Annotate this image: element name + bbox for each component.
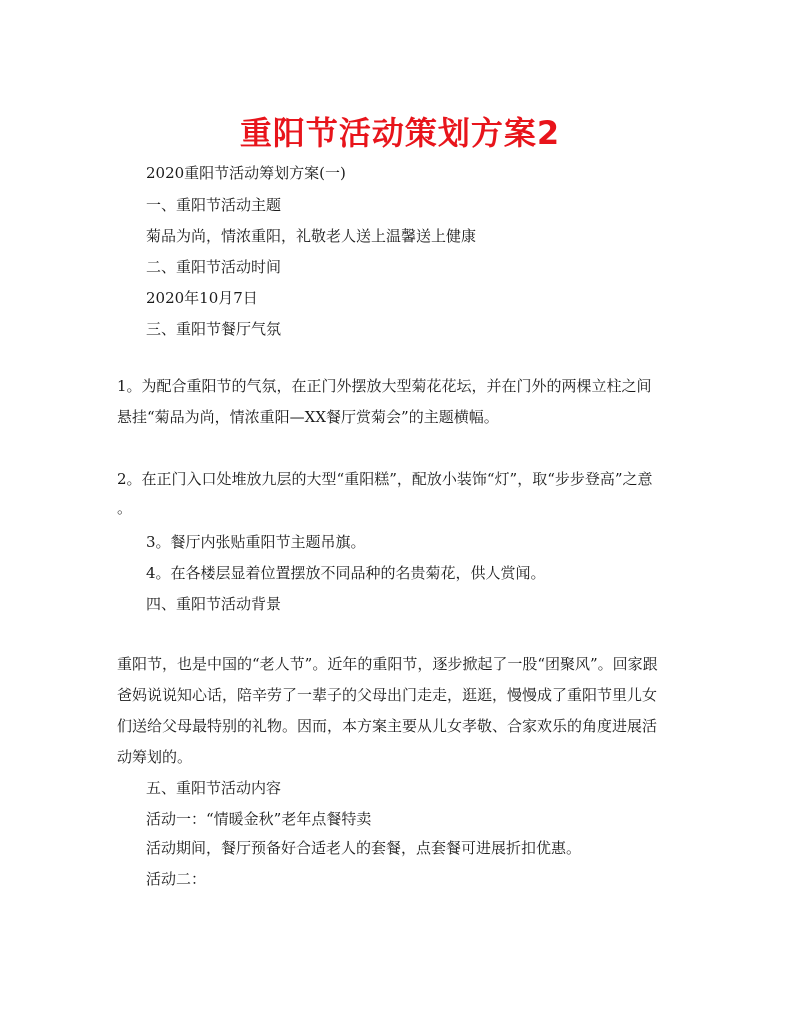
atmosphere-item-3: 3。餐厅内张贴重阳节主题吊旗。 (146, 533, 366, 551)
document-title: 重阳节活动策划方案2 (239, 114, 561, 152)
activity-1-text: 活动期间，餐厅预备好合适老人的套餐，点套餐可进展折扣优惠。 (146, 839, 582, 857)
background-line-1: 重阳节，也是中国的“老人节”。近年的重阳节，逐步掀起了一股“团聚风”。回家跟 (117, 655, 658, 673)
document-subtitle: 2020重阳节活动筹划方案(一) (146, 164, 346, 182)
atmosphere-item-1-line-1: 1。为配合重阳节的气氛，在正门外摆放大型菊花花坛，并在门外的两棵立柱之间 (117, 377, 652, 395)
atmosphere-item-1-line-2: 悬挂“菊品为尚，情浓重阳—XX餐厅赏菊会”的主题横幅。 (117, 408, 499, 426)
section-heading-content: 五、重阳节活动内容 (146, 779, 282, 797)
activity-2-title: 活动二： (146, 870, 207, 888)
atmosphere-item-2-line-1: 2。在正门入口处堆放九层的大型“重阳糕”，配放小装饰“灯”，取“步步登高”之意 (117, 470, 653, 488)
background-line-2: 爸妈说说知心话，陪辛劳了一辈子的父母出门走走，逛逛，慢慢成了重阳节里儿女 (117, 686, 658, 704)
activity-1-title: 活动一：“情暖金秋”老年点餐特卖 (146, 810, 372, 828)
background-line-3: 们送给父母最特别的礼物。因而，本方案主要从儿女孝敬、合家欢乐的角度进展活 (117, 717, 658, 735)
section-heading-theme: 一、重阳节活动主题 (146, 196, 282, 214)
theme-text: 菊品为尚，情浓重阳，礼敬老人送上温馨送上健康 (146, 227, 477, 245)
time-text: 2020年10月7日 (146, 289, 258, 307)
section-heading-background: 四、重阳节活动背景 (146, 595, 282, 613)
atmosphere-item-4: 4。在各楼层显着位置摆放不同品种的名贵菊花，供人赏闻。 (146, 564, 546, 582)
section-heading-atmosphere: 三、重阳节餐厅气氛 (146, 320, 282, 338)
section-heading-time: 二、重阳节活动时间 (146, 258, 282, 276)
background-line-4: 动筹划的。 (117, 748, 193, 766)
atmosphere-item-2-line-2: 。 (117, 499, 133, 517)
